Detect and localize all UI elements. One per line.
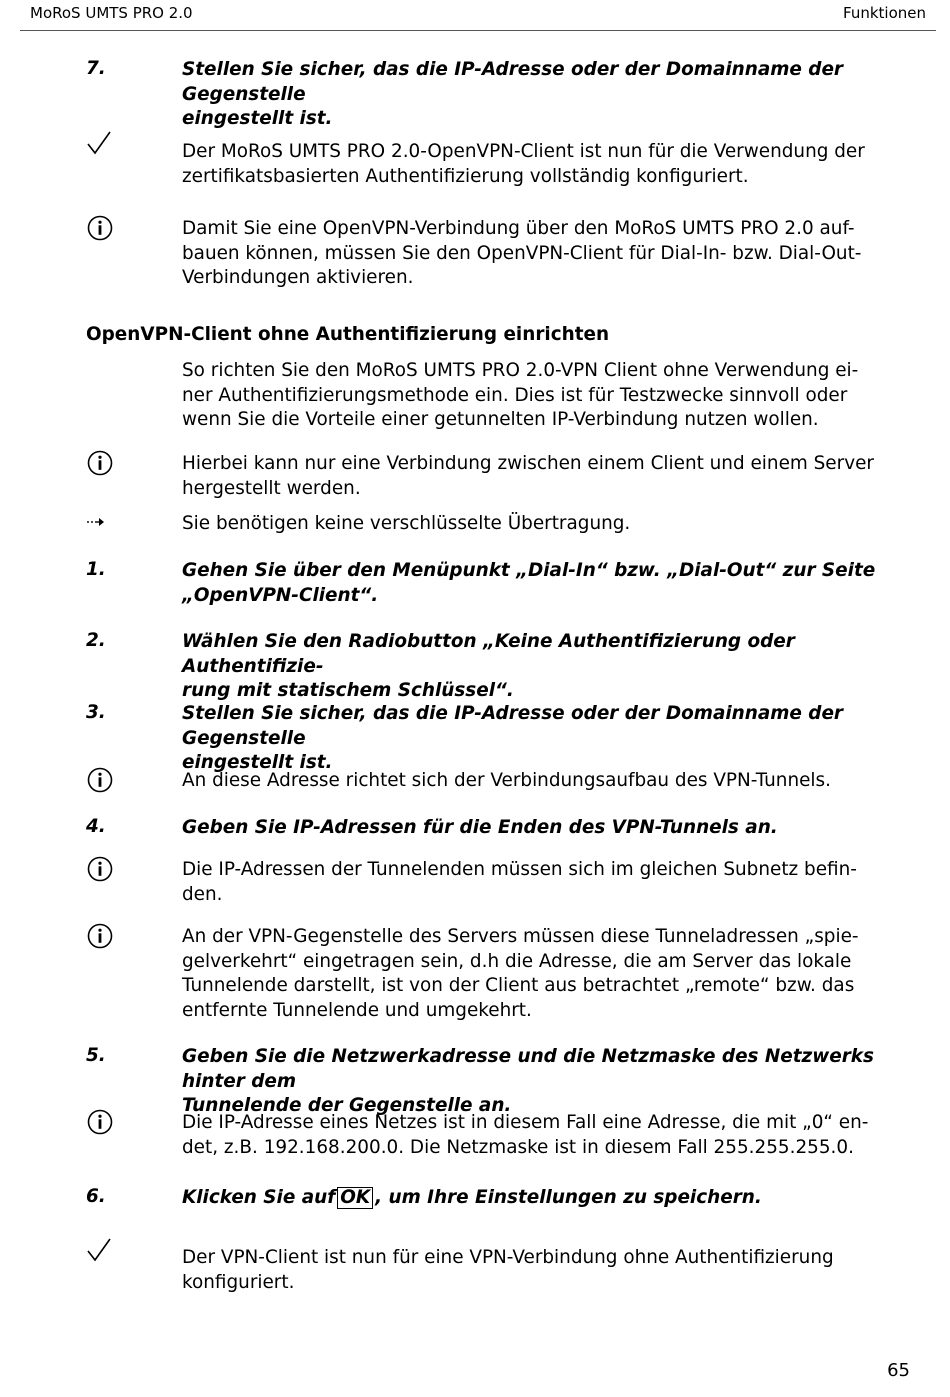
step-3-text: Stellen Sie sicher, das die IP-Adresse oder der Domainname der Gegenstelle eingestellt ist. (182, 703, 843, 774)
header-section: Funktionen (843, 4, 926, 22)
step-2-text: Wählen Sie den Radiobutton „Keine Authentifizierung oder Authentifizie- rung mit statischem Schlüssel“. (182, 631, 795, 702)
info-icon (86, 766, 114, 794)
step-4-number: 4. (86, 816, 106, 837)
checkmark-icon (86, 130, 112, 156)
info-note-6: Die IP-Adresse eines Netzes ist in diesem Fall eine Adresse, die mit „0“ en- det, z.B. 192.168.200.0. Die Netzmaske ist in diesem Fall 255.255.255.0. (182, 1112, 869, 1158)
step-5-text: Geben Sie die Netzwerkadresse und die Netzmaske des Netzwerks hinter dem Tunnelende der Gegenstelle an. (182, 1046, 874, 1117)
step-1-number: 1. (86, 559, 106, 580)
info-note-5: An der VPN-Gegenstelle des Servers müssen diese Tunneladressen „spie- gelverkehrt“ eingetragen sein, d.h die Adresse, die am Server das lokale Tunnelende darstellt, ist von der Client aus betrachtet „remote“ bzw. das entfernte Tunnelende und umgekehrt. (182, 926, 859, 1021)
section-heading: OpenVPN-Client ohne Authentifizierung einrichten (86, 324, 610, 345)
header-divider (20, 30, 936, 31)
checkmark-icon (86, 1237, 112, 1263)
info-icon (86, 922, 114, 950)
result-text-1: Der MoRoS UMTS PRO 2.0-OpenVPN-Client ist nun für die Verwendung der zertifikatsbasierten Authentifizierung vollständig konfiguriert. (182, 141, 865, 187)
info-icon (86, 855, 114, 883)
arrow-right-icon (86, 516, 106, 528)
section-intro: So richten Sie den MoRoS UMTS PRO 2.0-VPN Client ohne Verwendung ei- ner Authentifizierungsmethode ein. Dies ist für Testzwecke sinnvoll oder wenn Sie die Vorteile einer getunnelten IP-Verbindung nutzen wollen. (182, 360, 859, 431)
info-icon (86, 449, 114, 477)
info-icon (86, 214, 114, 242)
page-number: 65 (887, 1360, 910, 1381)
info-note-1: Damit Sie eine OpenVPN-Verbindung über den MoRoS UMTS PRO 2.0 auf- bauen können, müssen Sie den OpenVPN-Client für Dial-In- bzw. Dial-Out- Verbindungen aktivieren. (182, 218, 862, 289)
info-note-4: Die IP-Adressen der Tunnelenden müssen sich im gleichen Subnetz befin- den. (182, 859, 857, 905)
result-text-2: Der VPN-Client ist nun für eine VPN-Verbindung ohne Authentifizierung konfiguriert. (182, 1247, 834, 1293)
step-5-number: 5. (86, 1045, 106, 1066)
info-note-2: Hierbei kann nur eine Verbindung zwischen einem Client und einem Server hergestellt werden. (182, 453, 874, 499)
step-1-text: Gehen Sie über den Menüpunkt „Dial-In“ bzw. „Dial-Out“ zur Seite „OpenVPN-Client“. (182, 560, 876, 606)
info-icon (86, 1108, 114, 1136)
step-4-text: Geben Sie IP-Adressen für die Enden des VPN-Tunnels an. (182, 817, 778, 838)
prerequisite-text: Sie benötigen keine verschlüsselte Übertragung. (182, 513, 631, 534)
step-2-number: 2. (86, 630, 106, 651)
step-3-number: 3. (86, 702, 106, 723)
step-6-text: Klicken Sie auf OK , um Ihre Einstellungen zu speichern. (182, 1187, 762, 1208)
info-note-3: An diese Adresse richtet sich der Verbindungsaufbau des VPN-Tunnels. (182, 770, 831, 791)
step-7-number: 7. (86, 58, 106, 79)
header-title: MoRoS UMTS PRO 2.0 (30, 4, 193, 22)
ok-button-reference: OK (337, 1187, 373, 1209)
step-6-number: 6. (86, 1186, 106, 1207)
step-7-text: Stellen Sie sicher, das die IP-Adresse oder der Domainname der Gegenstelle eingestellt ist. (182, 59, 843, 130)
